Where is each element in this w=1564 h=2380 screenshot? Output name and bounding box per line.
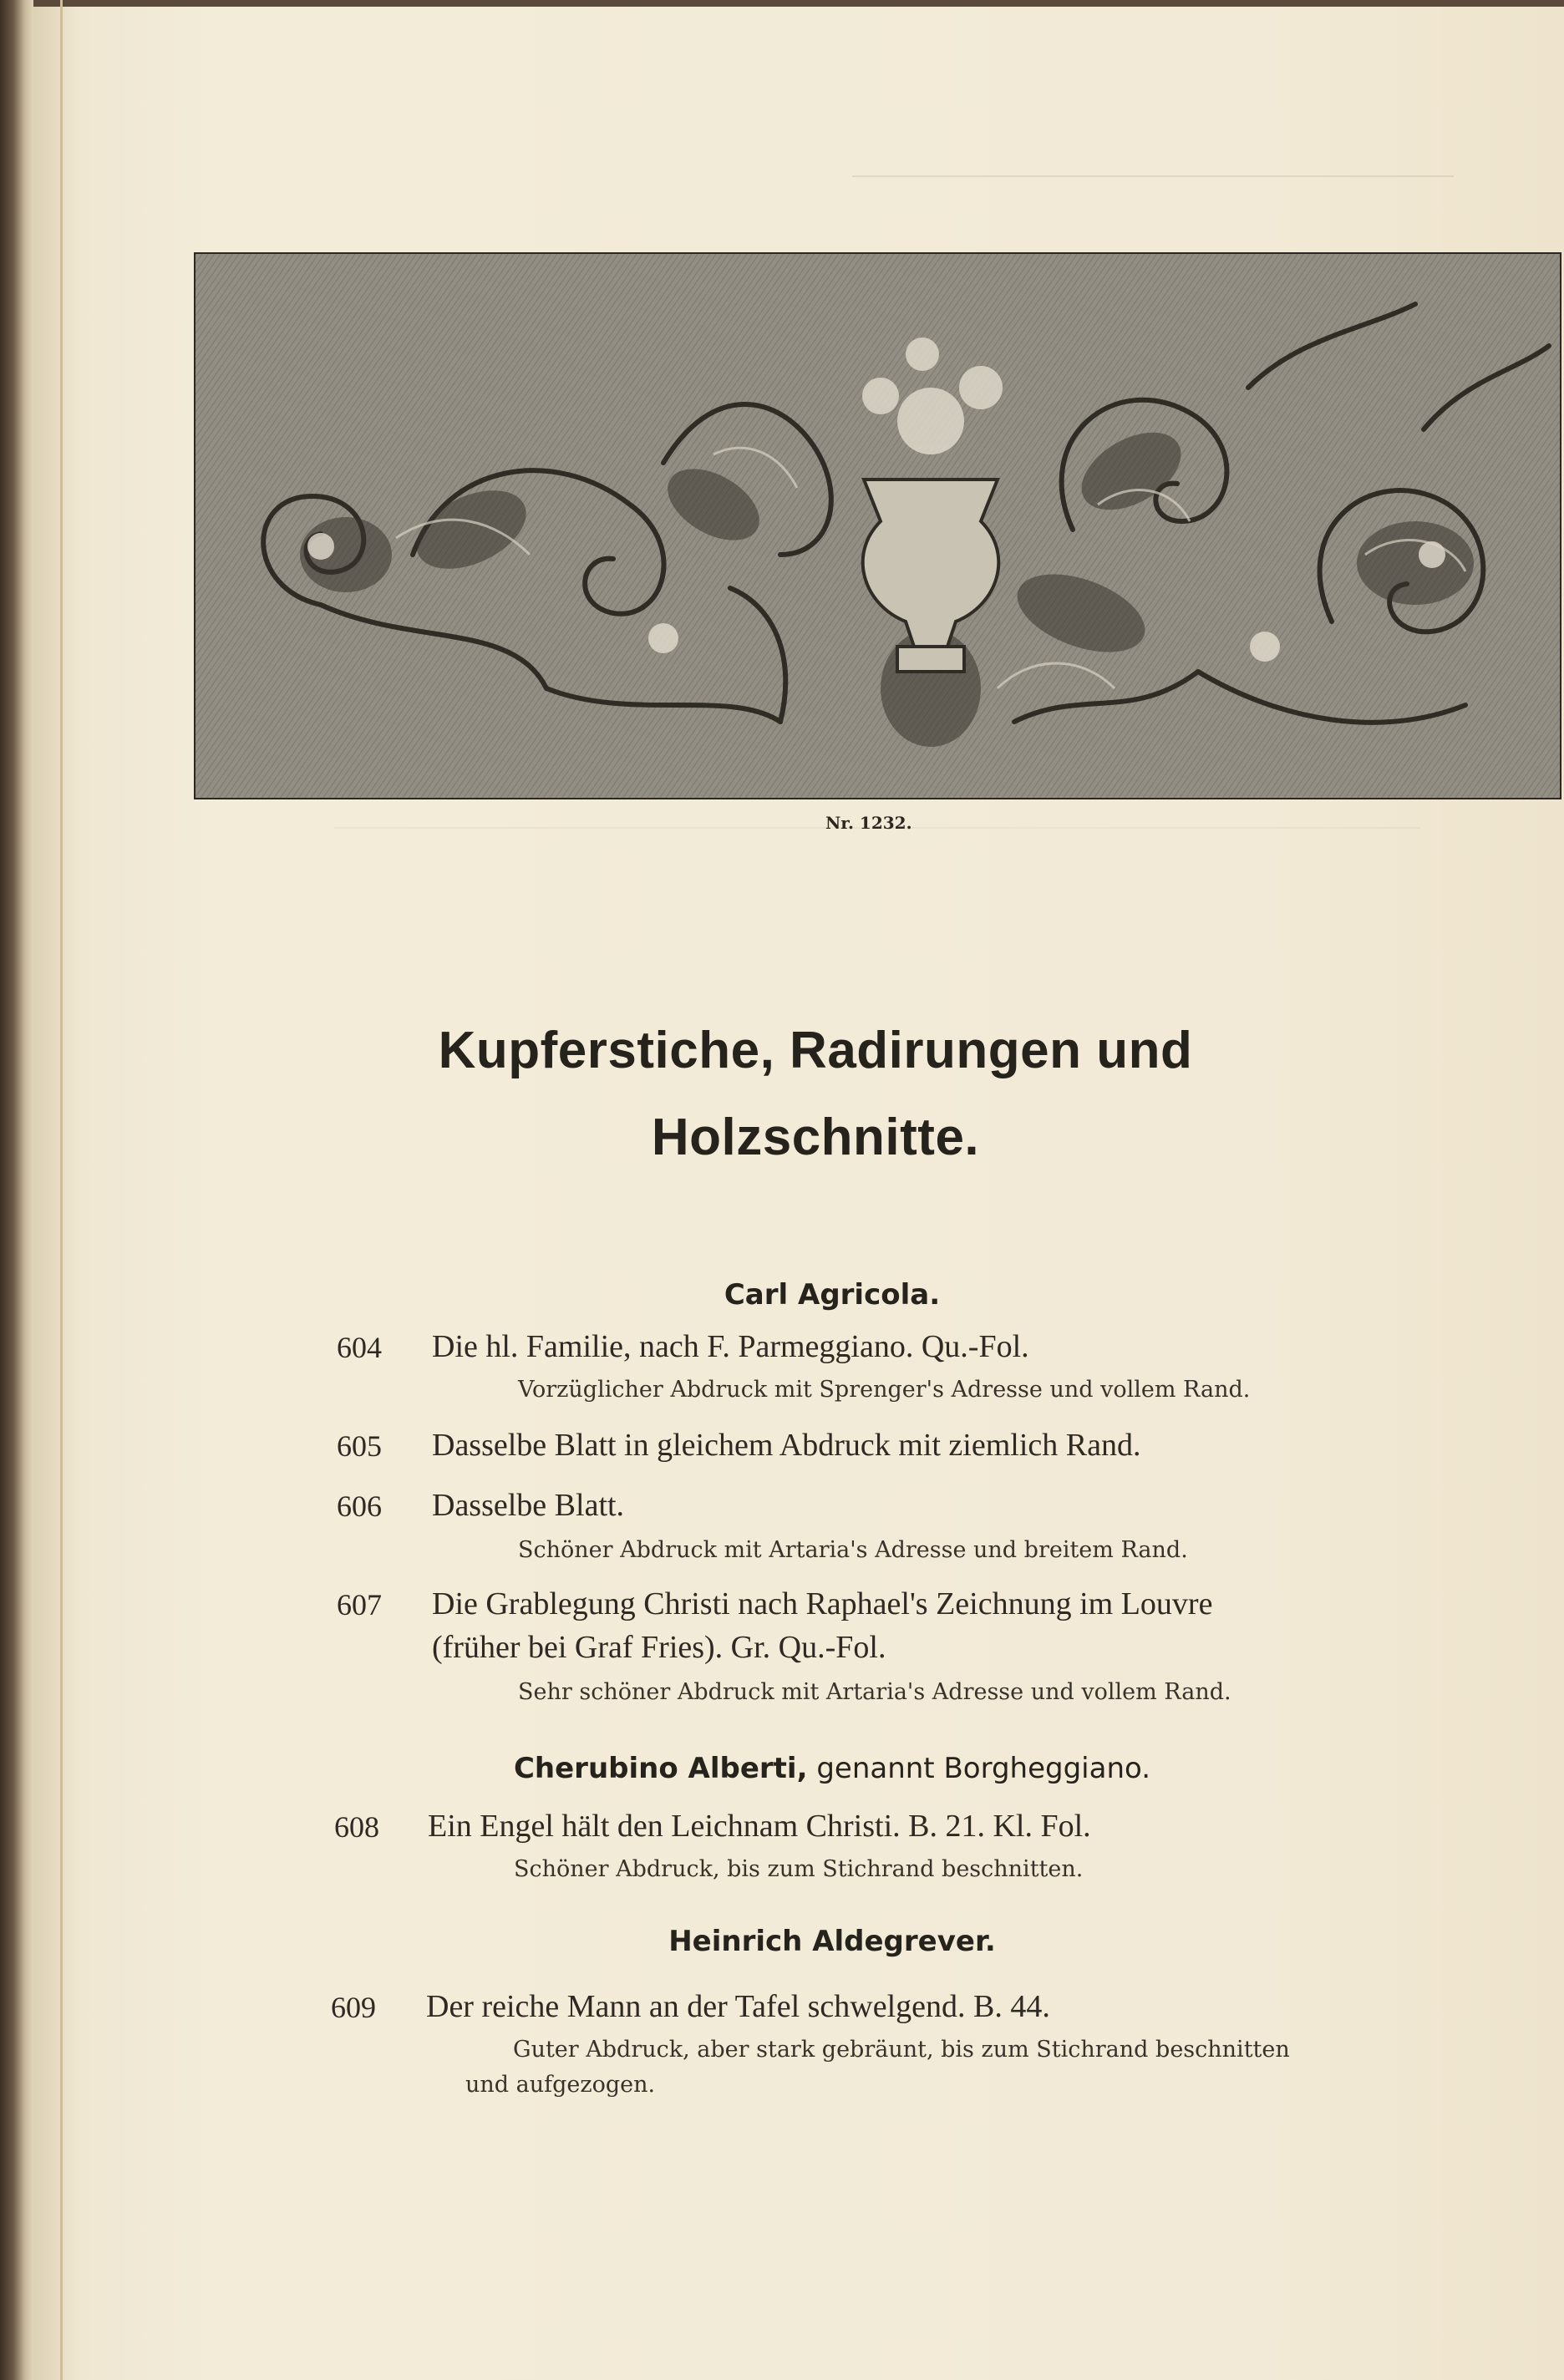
lot-number-606: 606 [337, 1489, 382, 1523]
artist-name: Heinrich Aldegrever. [668, 1925, 996, 1958]
lot-606-description: Dasselbe Blatt. [432, 1488, 625, 1523]
figure-caption: Nr. 1232. [825, 813, 912, 833]
lot-609-note-cont: und aufgezogen. [465, 2072, 656, 2098]
ornamental-engraving [194, 252, 1561, 799]
lot-number-609: 609 [331, 1991, 376, 2024]
lot-number-604: 604 [337, 1331, 382, 1364]
artist-name: Cherubino Alberti, [513, 1752, 808, 1785]
artist-heading-agricola [0, 1278, 1564, 1312]
lot-609-note: Guter Abdruck, aber stark gebräunt, bis zum Stichrand beschnitten [513, 2037, 1290, 2063]
artist-alias: genannt Borgheggiano. [807, 1752, 1151, 1785]
lot-number-605: 605 [337, 1429, 382, 1463]
artist-name: Carl Agricola. [724, 1278, 941, 1312]
lot-608-note: Schöner Abdruck, bis zum Stichrand beschnitten. [514, 1856, 1084, 1882]
lot-607-description-cont: (früher bei Graf Fries). Gr. Qu.-Fol. [432, 1630, 886, 1665]
page-fold-line [60, 0, 63, 2380]
lot-609-description: Der reiche Mann an der Tafel schwelgend. B. 44. [426, 1989, 1050, 2024]
lot-606-note: Schöner Abdruck mit Artaria's Adresse und breitem Rand. [518, 1537, 1188, 1563]
section-title-line2: Holzschnitte. [651, 1109, 980, 1166]
section-title-line1: Kupferstiche, Radirungen und [438, 1022, 1193, 1079]
lot-604-note: Vorzüglicher Abdruck mit Sprenger's Adresse und vollem Rand. [518, 1377, 1251, 1403]
lot-number-608: 608 [334, 1810, 379, 1844]
artist-heading-alberti [0, 1752, 1564, 1785]
lot-608-description: Ein Engel hält den Leichnam Christi. B. 21. Kl. Fol. [428, 1809, 1091, 1844]
lot-number-607: 607 [337, 1588, 382, 1621]
lot-607-description: Die Grablegung Christi nach Raphael's Zeichnung im Louvre [432, 1586, 1213, 1621]
lot-607-note: Sehr schöner Abdruck mit Artaria's Adresse und vollem Rand. [518, 1679, 1231, 1705]
artist-heading-aldegrever [0, 1925, 1564, 1958]
lot-605-description: Dasselbe Blatt in gleichem Abdruck mit ziemlich Rand. [432, 1428, 1141, 1463]
lot-604-description: Die hl. Familie, nach F. Parmeggiano. Qu.-Fol. [432, 1329, 1029, 1364]
book-gutter [0, 0, 33, 2380]
